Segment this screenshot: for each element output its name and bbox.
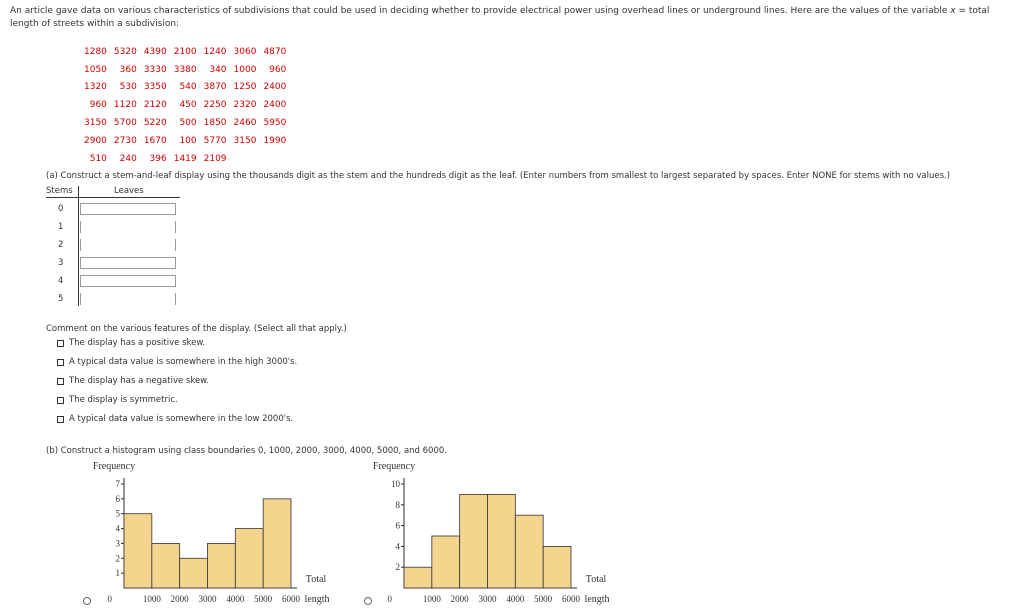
x-tick-label: 4000 [226, 594, 245, 604]
data-cell: 240 [119, 153, 137, 164]
data-cell: 2120 [143, 100, 167, 111]
x-axis-label-top: Total [585, 574, 607, 585]
data-cell: 1250 [233, 82, 257, 93]
data-cell: 3380 [173, 64, 197, 75]
data-cell: 2730 [113, 135, 137, 146]
y-tick-label: 4 [115, 523, 120, 534]
data-row [84, 150, 286, 168]
stem-4: 4 [58, 276, 64, 286]
data-cell [256, 150, 286, 168]
checkbox[interactable] [57, 397, 64, 404]
y-tick-label: 2 [115, 553, 120, 564]
header-divider [46, 197, 180, 198]
data-table [84, 43, 286, 168]
data-cell: 1280 [84, 46, 107, 57]
data-cell: 960 [269, 64, 287, 75]
x-tick-label: 5000 [254, 594, 273, 604]
x-axis-label-bottom: length [584, 594, 610, 605]
option-label: The display has a positive skew. [69, 338, 206, 348]
comment-option[interactable] [57, 338, 205, 348]
x-axis-label-top: Total [305, 574, 327, 585]
histogram-bar-4000-5000 [235, 529, 263, 588]
stem-1: 1 [58, 222, 64, 232]
x-tick-label: 2000 [170, 594, 189, 604]
data-cell: 5320 [113, 46, 137, 57]
leaf-input-5[interactable] [80, 293, 176, 305]
x-tick-label: 5000 [534, 594, 553, 604]
histogram-bar-3000-4000 [208, 543, 236, 588]
y-tick-label: 8 [395, 499, 400, 510]
comment-option[interactable] [57, 376, 209, 386]
x-tick-label: 0 [387, 594, 392, 604]
x-tick-label: 6000 [282, 594, 300, 604]
part-b-question: (b) Construct a histogram using class boundaries 0, 1000, 2000, 3000, 4000, 5000, and 6000. [46, 446, 447, 456]
x-tick-label: 3000 [478, 594, 497, 604]
data-cell: 3350 [143, 82, 167, 93]
histogram-bar-1000-2000 [432, 536, 460, 588]
x-tick-label: 3000 [198, 594, 217, 604]
stems-header: Stems [46, 186, 73, 196]
y-axis-label: Frequency [92, 461, 136, 472]
data-cell: 2109 [203, 153, 227, 164]
data-row [84, 114, 286, 132]
x-tick-label: 2000 [450, 594, 469, 604]
y-tick-label: 7 [115, 479, 120, 489]
data-cell: 5700 [113, 118, 137, 129]
checkbox[interactable] [57, 340, 64, 347]
data-cell: 2320 [233, 100, 257, 111]
data-cell: 2100 [173, 46, 197, 57]
option-label: The display has a negative skew. [69, 376, 210, 386]
data-cell: 4870 [263, 46, 287, 57]
leaf-input-1[interactable] [80, 221, 176, 233]
histogram-bar-0-1000 [404, 567, 432, 588]
comment-prompt: Comment on the various features of the display. (Select all that apply.) [46, 324, 347, 334]
histogram-a [84, 458, 344, 608]
option-label: A typical data value is somewhere in the low 2000's. [69, 414, 294, 424]
data-cell: 1240 [203, 46, 227, 57]
data-cell: 1419 [173, 153, 197, 164]
data-row [84, 79, 286, 97]
data-cell: 3150 [233, 135, 257, 146]
option-label: The display is symmetric. [69, 395, 178, 405]
y-tick-label: 6 [395, 520, 400, 531]
data-cell: 396 [149, 153, 167, 164]
part-a-question: (a) Construct a stem-and-leaf display using the thousands digit as the stem and the hundreds digit as the leaf. (Enter numbers from smallest to largest separated by spaces. Enter NONE for stems with no values.) [46, 171, 951, 181]
comment-option[interactable] [57, 395, 178, 405]
checkbox[interactable] [57, 416, 64, 423]
data-cell: 500 [179, 118, 197, 129]
data-cell: 5770 [203, 135, 227, 146]
y-tick-label: 1 [115, 568, 120, 579]
data-cell: 3870 [203, 82, 227, 93]
data-cell: 1000 [233, 64, 257, 75]
y-tick-label: 3 [115, 538, 120, 549]
histogram-bar-2000-3000 [460, 494, 488, 588]
stem-0: 0 [58, 204, 64, 214]
leaf-input-4[interactable] [80, 275, 176, 287]
data-cell: 450 [179, 100, 197, 111]
data-row [84, 132, 286, 150]
problem-intro: An article gave data on various characteristics of subdivisions that could be used in deciding whether to provide electrical power using overhead lines or underground lines. Here are the values of the variable x = total length of streets within a subdivision: [10, 6, 990, 29]
data-cell: 2900 [84, 135, 107, 146]
y-tick-label: 2 [395, 562, 400, 573]
checkbox[interactable] [57, 378, 64, 385]
data-cell: 2400 [263, 100, 287, 111]
data-cell: 360 [119, 64, 137, 75]
data-cell: 340 [209, 64, 227, 75]
x-tick-label: 4000 [506, 594, 525, 604]
leaf-input-2[interactable] [80, 239, 176, 251]
data-cell: 3150 [84, 118, 107, 129]
data-row [84, 61, 286, 79]
stem-2: 2 [58, 240, 64, 250]
data-cell: 5950 [263, 118, 287, 129]
data-cell: 960 [89, 100, 107, 111]
data-cell: 1990 [263, 135, 287, 146]
histogram-bar-0-1000 [124, 514, 152, 588]
option-label: A typical data value is somewhere in the high 3000's. [69, 357, 298, 367]
data-row [84, 43, 286, 61]
comment-option[interactable] [57, 414, 293, 424]
y-tick-label: 4 [395, 541, 400, 552]
data-cell: 3060 [233, 46, 257, 57]
data-cell: 100 [179, 135, 197, 146]
histogram-bar-4000-5000 [515, 515, 543, 588]
checkbox[interactable] [57, 359, 64, 366]
leaf-input-0[interactable] [80, 203, 176, 215]
data-cell: 4390 [143, 46, 167, 57]
y-tick-label: 6 [115, 493, 120, 504]
leaves-header: Leaves [114, 186, 144, 196]
y-tick-label: 10 [391, 479, 400, 489]
histogram-bar-5000-6000 [543, 546, 571, 588]
data-cell: 1850 [203, 118, 227, 129]
data-cell: 5220 [143, 118, 167, 129]
data-cell: 530 [119, 82, 137, 93]
histogram-bar-2000-3000 [180, 558, 208, 588]
y-tick-label: 5 [115, 508, 120, 519]
data-cell: 2400 [263, 82, 287, 93]
x-tick-label: 1000 [142, 594, 161, 604]
data-cell: 3330 [143, 64, 167, 75]
histogram-bar-1000-2000 [152, 543, 180, 588]
stem-divider [78, 186, 79, 306]
y-axis-label: Frequency [372, 461, 416, 472]
data-cell: 1670 [143, 135, 167, 146]
data-cell: 2460 [233, 118, 257, 129]
stem-3: 3 [58, 258, 64, 268]
x-tick-label: 6000 [562, 594, 580, 604]
x-axis-label-bottom: length [304, 594, 330, 605]
variable-x: x [950, 6, 956, 16]
data-cell: 1050 [84, 64, 107, 75]
x-tick-label: 1000 [422, 594, 441, 604]
data-cell: 510 [89, 153, 107, 164]
data-cell: 2250 [203, 100, 227, 111]
leaf-input-3[interactable] [80, 257, 176, 269]
data-cell: 1320 [84, 82, 107, 93]
data-row [84, 96, 286, 114]
data-cell: 540 [179, 82, 197, 93]
comment-option[interactable] [57, 357, 297, 367]
stem-5: 5 [58, 294, 64, 304]
histogram-bar-5000-6000 [263, 499, 291, 588]
data-cell [227, 150, 257, 168]
histogram-b [364, 458, 624, 608]
histogram-bar-3000-4000 [488, 494, 516, 588]
x-tick-label: 0 [107, 594, 112, 604]
data-cell: 1120 [113, 100, 137, 111]
